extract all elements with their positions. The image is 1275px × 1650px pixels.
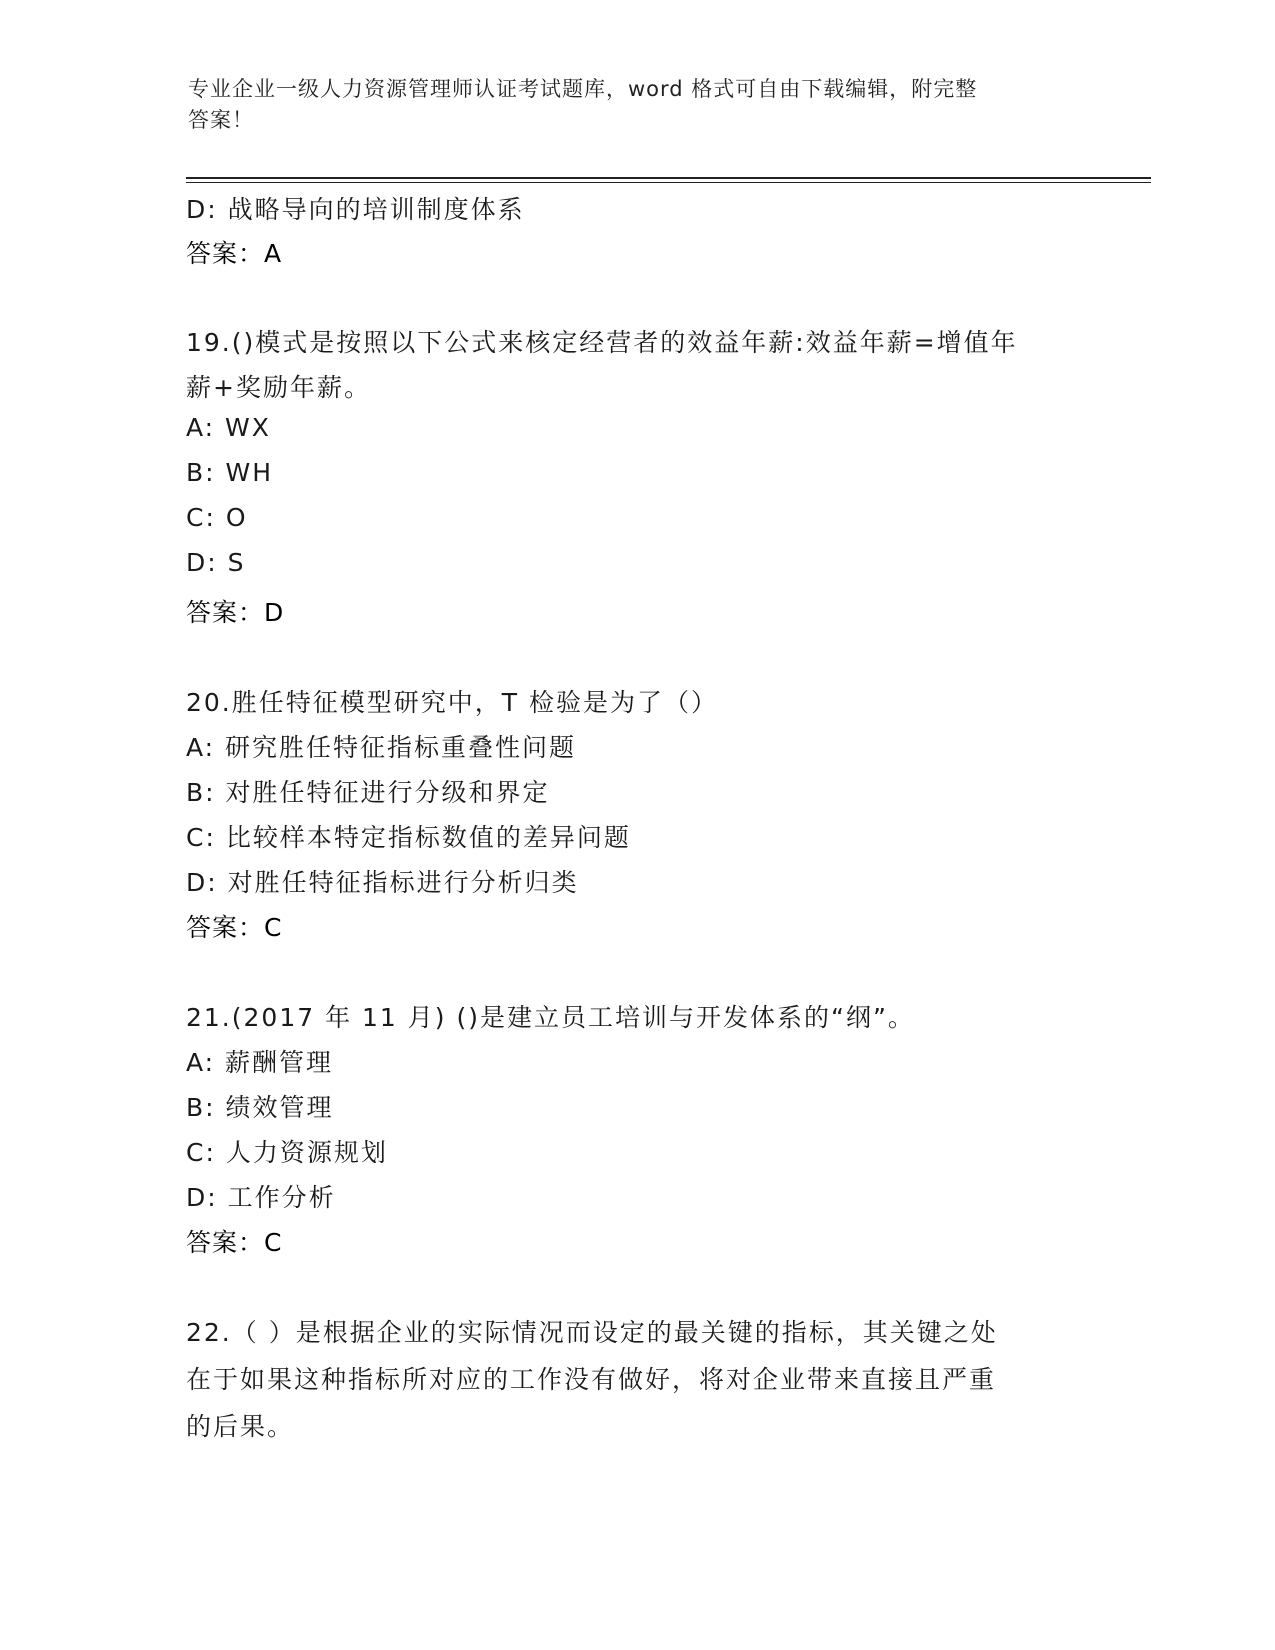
q21-option-d: D: 工作分析 bbox=[186, 1183, 336, 1212]
q19-stem-line-2: 薪+奖励年薪。 bbox=[186, 373, 371, 402]
q21-option-b: B: 绩效管理 bbox=[186, 1093, 334, 1122]
q19-option-c: C: O bbox=[186, 503, 248, 532]
header-rule-thick bbox=[186, 177, 1151, 179]
q19-option-a: A: WX bbox=[186, 413, 271, 442]
prev-answer: 答案：A bbox=[186, 239, 283, 268]
q20-option-c: C: 比较样本特定指标数值的差异问题 bbox=[186, 823, 631, 852]
q19-answer: 答案：D bbox=[186, 598, 285, 627]
q22-stem-line-1: 22.（ ）是根据企业的实际情况而设定的最关键的指标，其关键之处 bbox=[186, 1318, 998, 1347]
q19-stem-line-1: 19.()模式是按照以下公式来核定经营者的效益年薪:效益年薪=增值年 bbox=[186, 328, 1018, 357]
q21-option-c: C: 人力资源规划 bbox=[186, 1138, 388, 1167]
header-line-1: 专业企业一级人力资源管理师认证考试题库，word 格式可自由下载编辑，附完整 bbox=[188, 77, 978, 101]
q20-answer: 答案：C bbox=[186, 913, 283, 942]
q20-option-a: A: 研究胜任特征指标重叠性问题 bbox=[186, 733, 577, 762]
q20-option-b: B: 对胜任特征进行分级和界定 bbox=[186, 778, 550, 807]
header-rule-thin bbox=[186, 182, 1151, 183]
q22-stem-line-2: 在于如果这种指标所对应的工作没有做好，将对企业带来直接且严重 bbox=[186, 1365, 997, 1394]
q22-stem-line-3: 的后果。 bbox=[186, 1412, 295, 1441]
q19-option-b: B: WH bbox=[186, 458, 274, 487]
q20-option-d: D: 对胜任特征指标进行分析归类 bbox=[186, 868, 579, 897]
q21-stem: 21.(2017 年 11 月) ()是建立员工培训与开发体系的“纲”。 bbox=[186, 1003, 915, 1032]
header-line-2: 答案！ bbox=[188, 108, 254, 132]
q21-answer: 答案：C bbox=[186, 1228, 283, 1257]
q19-option-d: D: S bbox=[186, 548, 246, 577]
q21-option-a: A: 薪酬管理 bbox=[186, 1048, 334, 1077]
q20-stem: 20.胜任特征模型研究中，T 检验是为了（） bbox=[186, 688, 718, 717]
page-header bbox=[188, 74, 1068, 136]
prev-option-d: D: 战略导向的培训制度体系 bbox=[186, 195, 525, 224]
